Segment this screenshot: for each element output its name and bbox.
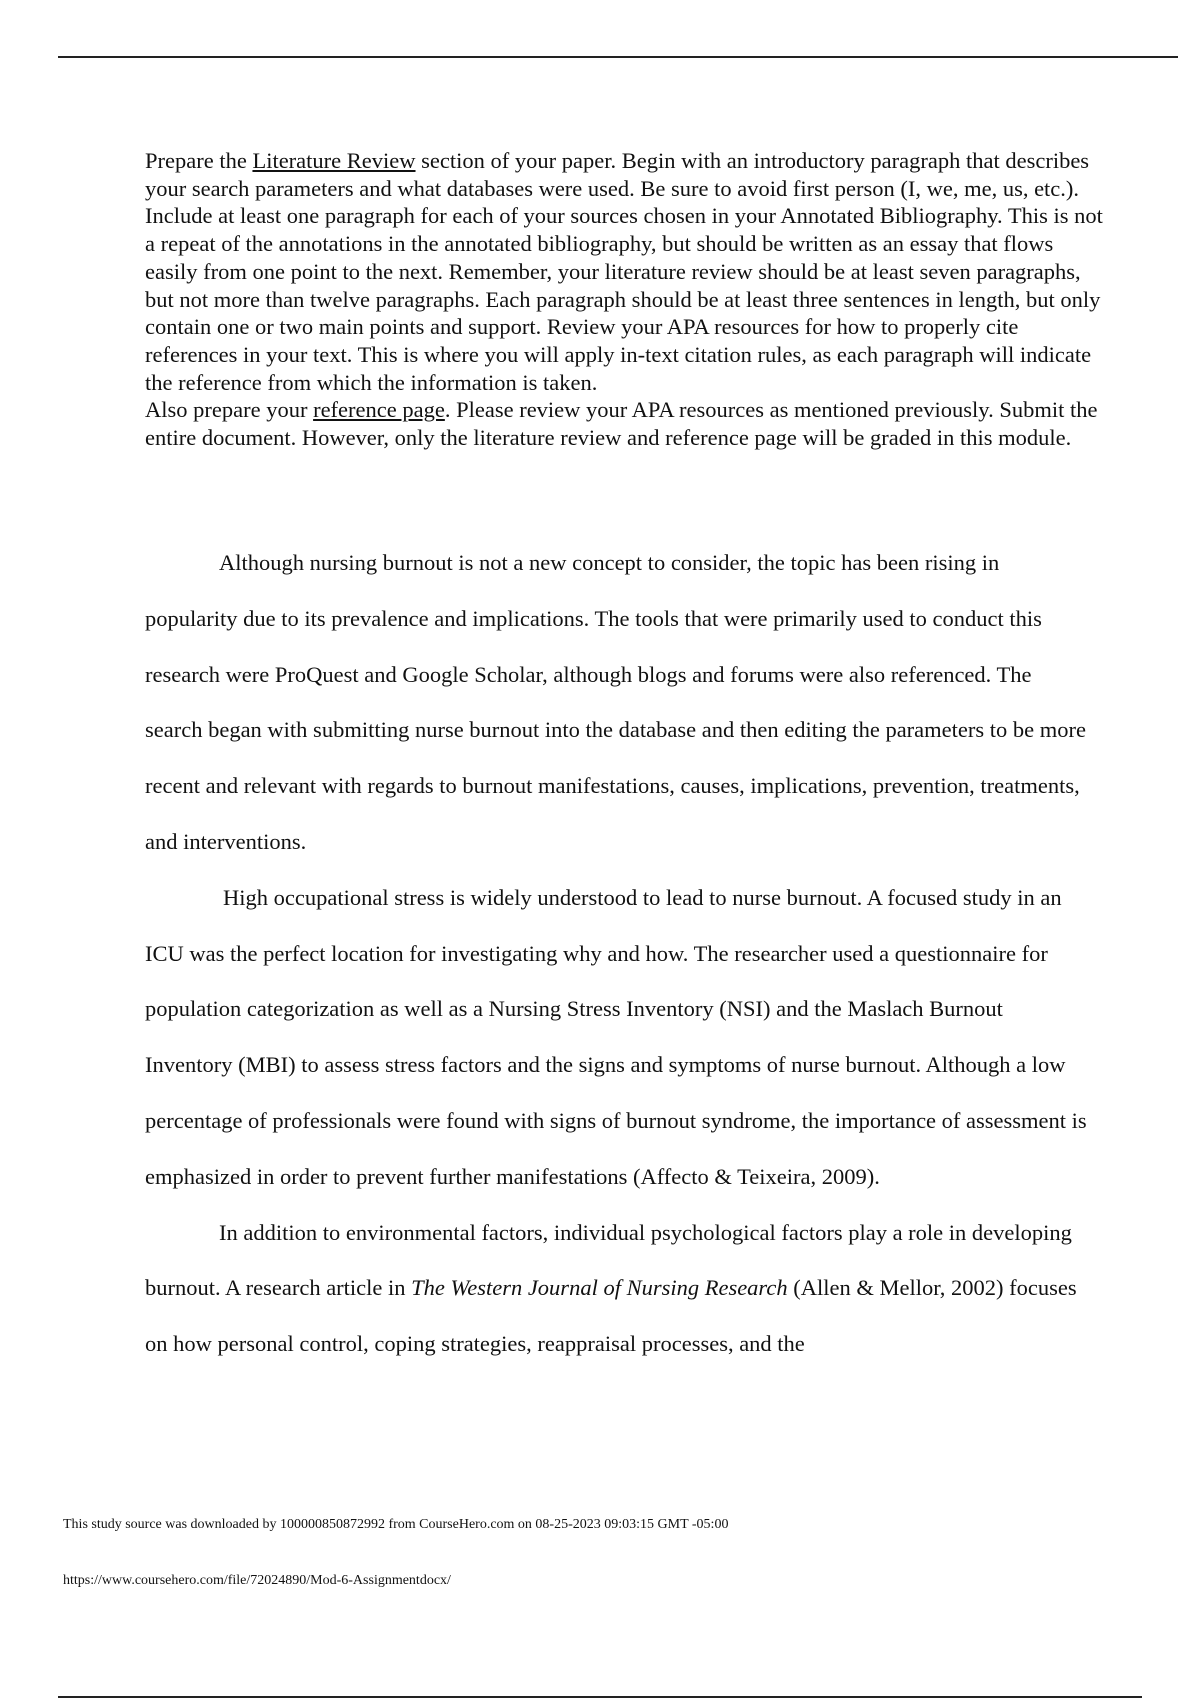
- reference-page-link[interactable]: reference page: [313, 397, 445, 423]
- instructions-paragraph-1: [145, 147, 1105, 396]
- essay-paragraph-1: Although nursing burnout is not a new concept to consider, the topic has been rising in popularity due to its prevalence and implications. The tools that were primarily used to conduct this research were ProQuest and Google Scholar, although blogs and forums were also referenced. The search began with submitting nurse burnout into the database and then editing the parameters to be more recent and relevant with regards to burnout manifestations, causes, implications, prevention, treatments, and interventions.: [145, 550, 1086, 854]
- download-note: This study source was downloaded by 100000850872992 from CourseHero.com on 08-25-2023 09:03:15 GMT -05:00: [63, 1517, 729, 1532]
- literature-review-essay: [145, 535, 1090, 1372]
- top-divider: [58, 56, 1178, 58]
- instructions-p1-start: Prepare the: [145, 148, 253, 173]
- essay-p3-rest: (Allen & Mellor, 2002) focuses on how personal control, coping strategies, reappraisal processes, and the: [145, 1275, 1077, 1357]
- essay-paragraph-2: High occupational stress is widely understood to lead to nurse burnout. A focused study in an ICU was the perfect location for investigating why and how. The researcher used a questionnaire for population categorization as well as a Nursing Stress Inventory (NSI) and the Maslach Burnout Inventory (MBI) to assess stress factors and the signs and symptoms of nurse burnout. Although a low percentage of professionals were found with signs of burnout syndrome, the importance of assessment is emphasized in order to prevent further manifestations (Affecto & Teixeira, 2009).: [145, 884, 1087, 1189]
- instructions-p2-rest: . Please review your APA resources as mentioned previously. Submit the entire document. However, only the literature review and reference page will be graded in this module.: [145, 397, 1098, 451]
- literature-review-link[interactable]: Literature Review: [252, 148, 416, 173]
- source-url[interactable]: https://www.coursehero.com/file/72024890/Mod-6-Assignmentdocx/: [63, 1573, 451, 1588]
- instructions-p2-start: Also prepare your: [145, 397, 314, 423]
- essay-paragraph-3: [145, 1205, 1090, 1372]
- assignment-instructions: [145, 147, 1105, 452]
- instructions-paragraph-2: [145, 396, 1105, 451]
- bottom-divider: [58, 1696, 1142, 1698]
- instructions-p1-rest: section of your paper. Begin with an introductory paragraph that describes your search parameters and what databases were used. Be sure to avoid first person (I, we, me, us, etc.). Include at least one paragraph for each of your sources chosen in your Annotated Bibliography. This is not a repeat of the annotations in the annotated bibliography, but should be written as an essay that flows easily from one point to the next. Remember, your literature review should be at least seven paragraphs, but not more than twelve paragraphs. Each paragraph should be at least three sentences in length, but only contain one or two main points and support. Review your APA resources for how to properly cite references in your text. This is where you will apply in-text citation rules, as each paragraph will indicate the reference from which the information is taken.: [145, 148, 1103, 395]
- journal-title: The Western Journal of Nursing Research: [411, 1275, 788, 1301]
- essay-p3-start: In addition to environmental factors, individual psychological factors play a role in developing burnout. A research article in: [145, 1219, 1072, 1301]
